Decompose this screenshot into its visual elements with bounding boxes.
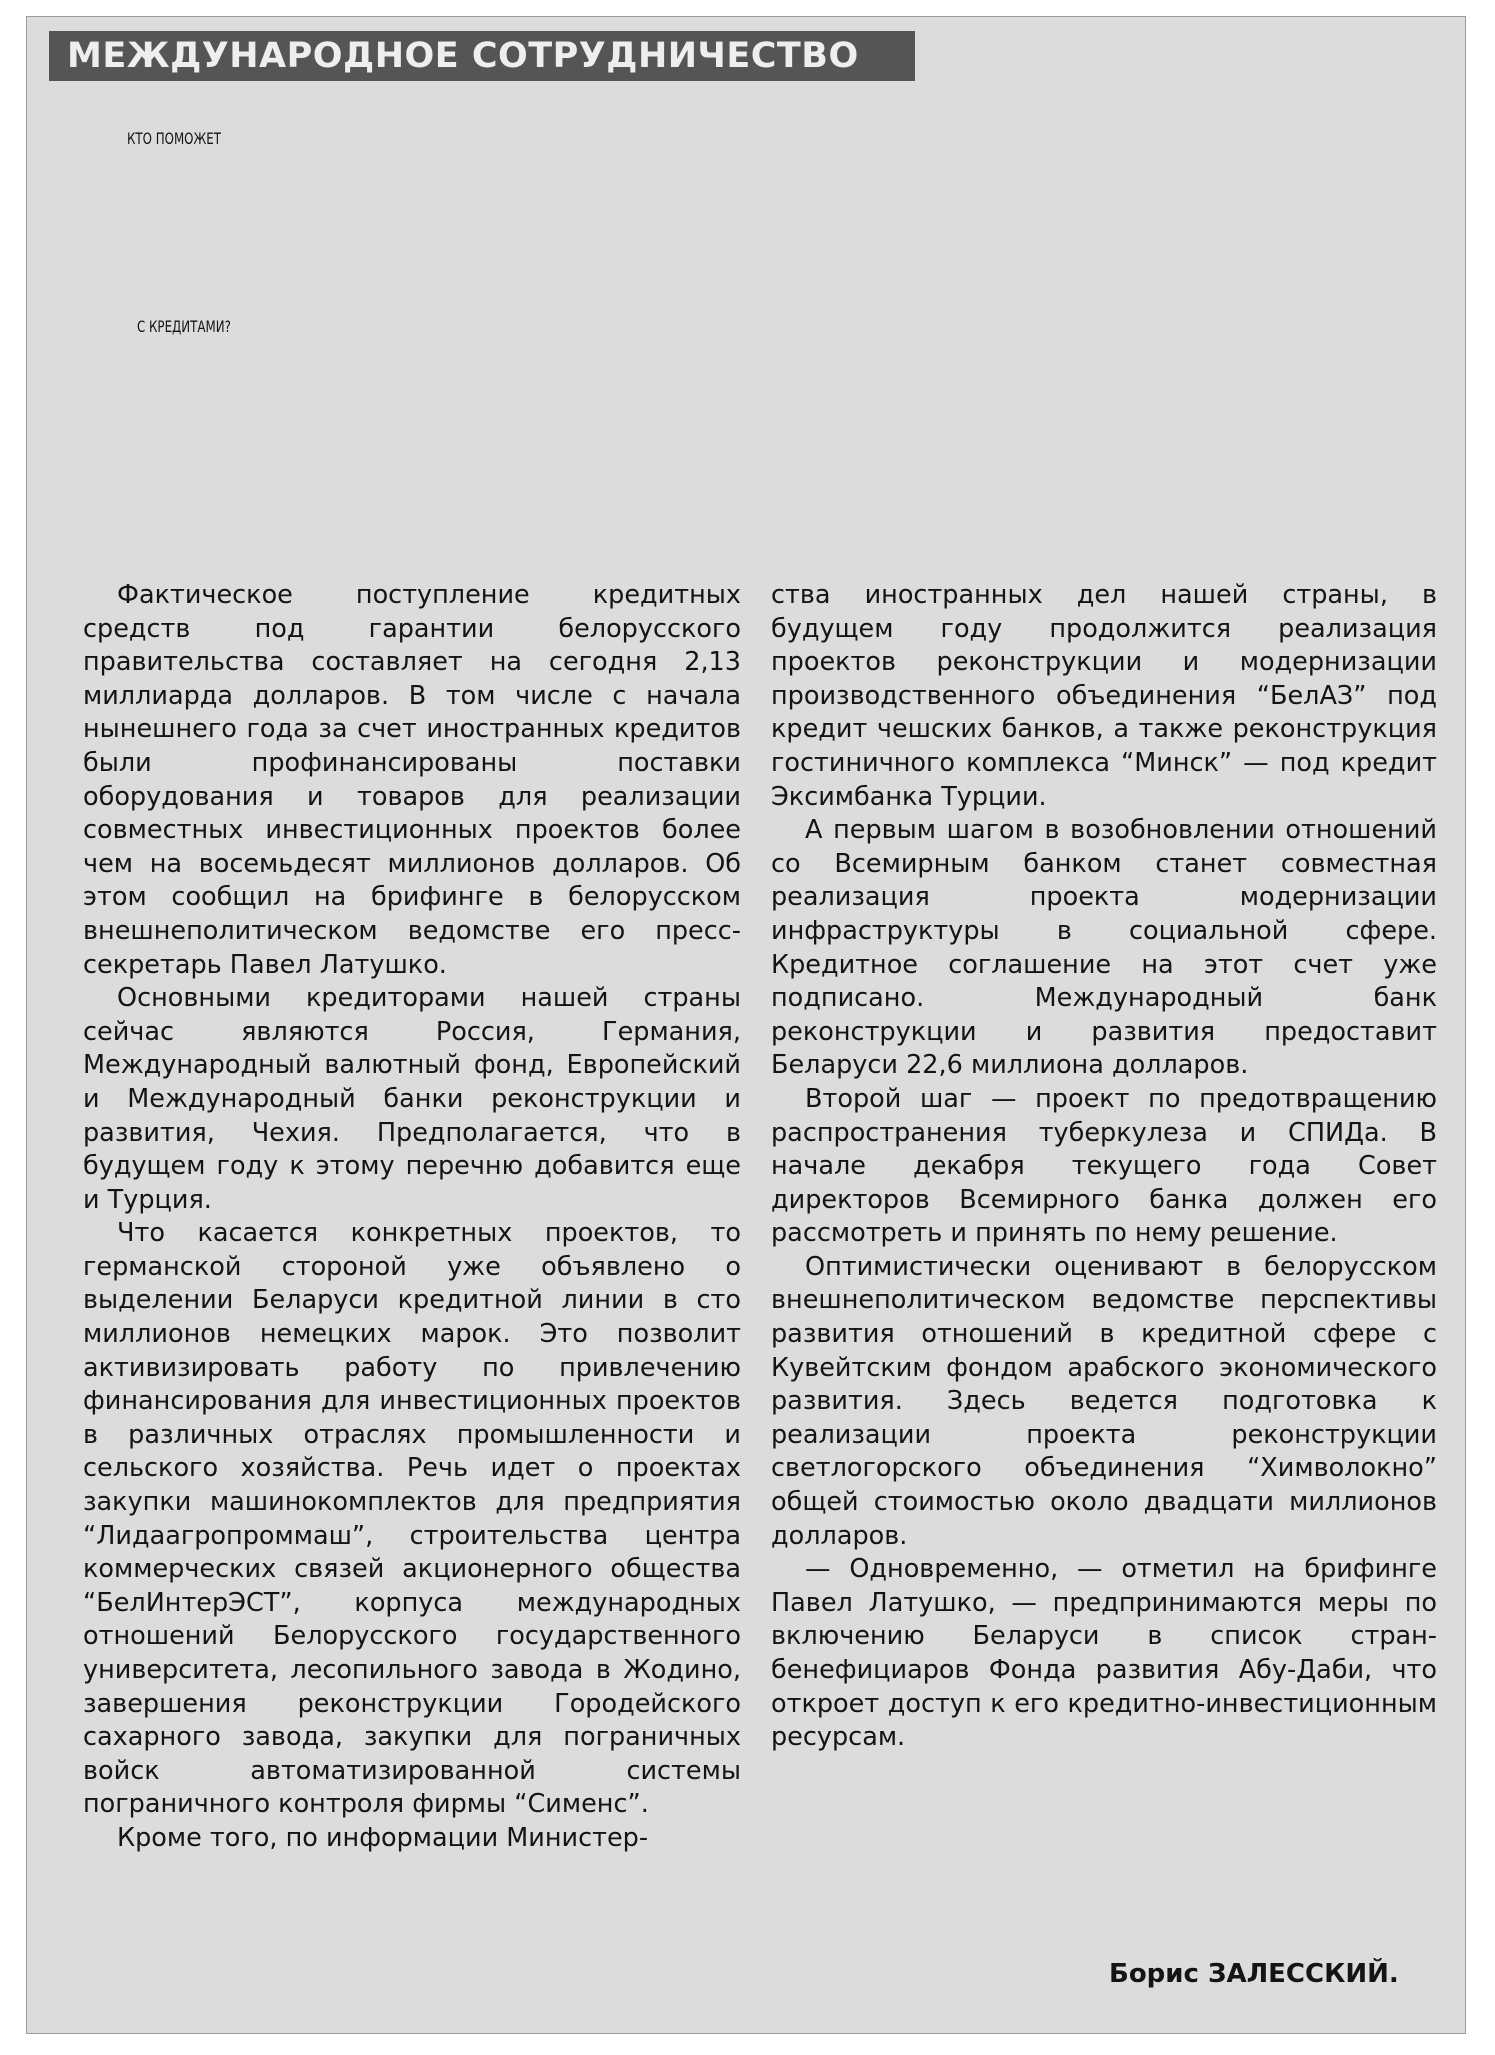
paragraph: — Одновременно, — отметил на брифинге Павел Латушко, — предпринимаются меры по включению Беларуси в список стран-бенефициаров Фонда развития Абу-Даби, что откроет доступ к его кредитно-инвестиционным ресурсам. [771,1554,1437,1753]
paragraph: А первым шагом в возобновлении отношений со Всемирным банком станет совместная реализация проекта модернизации инфраструктуры в социальной сфере. Кредитное соглашение на этот счет уже подписано. Международный банк реконструкции и развития предоставит Беларуси 22,6 миллиона долларов. [771,815,1437,1081]
newspaper-clipping [26,16,1466,2034]
paragraph: Что касается конкретных проектов, то германской стороной уже объявлено о выделении Беларуси кредитной линии в сто миллионов немецких марок. Это позволит активизировать работу по привлечению финансирования для инвестиционных проектов в различных отраслях промышленности и сельского хозяйства. Речь идет о проектах закупки машинокомплектов для предприятия “Лидаагропроммаш”, строительства центра коммерческих связей акционерного общества “БелИнтерЭСТ”, корпуса международных отношений Белорусского государственного университета, лесопильного завода в Жодино, завершения реконструкции Городейского сахарного завода, закупки для пограничных войск автоматизированной системы пограничного контроля фирмы “Сименс”. [83,1218,741,1820]
headline-line-2 [137,317,231,336]
headline-text-2: С КРЕДИТАМИ? [137,317,231,336]
section-rubric: МЕЖДУНАРОДНОЕ СОТРУДНИЧЕСТВО [49,31,915,81]
paragraph: Второй шаг — проект по предотвращению распространения туберкулеза и СПИДа. В начале декабря текущего года Совет директоров Всемирного банка должен его рассмотреть и принять по нему решение. [771,1083,1437,1249]
paragraph: Фактическое поступление кредитных средств под гарантии белорусского правительства составляет на сегодня 2,13 миллиарда долларов. В том числе с начала нынешнего года за счет иностранных кредитов были профинансированы поставки оборудования и товаров для реализации совместных инвестиционных проектов более чем на восемьдесят миллионов долларов. Об этом сообщил на брифинге в белорусском внешнеполитическом ведомстве его пресс-секретарь Павел Латушко. [83,580,741,980]
headline-text-1: КТО ПОМОЖЕТ [127,129,221,148]
headline-line-1 [127,129,221,148]
paragraph-continued: ства иностранных дел нашей страны, в будущем году продолжится реализация проектов реконструкции и модернизации производственного объединения “БелАЗ” под кредит чешских банков, а также реконструкция гостиничного комплекса “Минск” — под кредит Эксимбанка Турции. [771,580,1437,812]
author-byline: Борис ЗАЛЕССКИЙ. [1109,1959,1399,1989]
article-column-right [771,579,1437,1755]
paragraph: Оптимистически оценивают в белорусском внешнеполитическом ведомстве перспективы развития отношений в кредитной сфере с Кувейтским фондом арабского экономического развития. Здесь ведется подготовка к реализации проекта реконструкции светлогорского объединения “Химволокно” общей стоимостью около двадцати миллионов долларов. [771,1251,1437,1551]
paragraph: Кроме того, по информации Министер- [117,1822,649,1853]
article-column-left [83,579,741,1856]
paragraph: Основными кредиторами нашей страны сейчас являются Россия, Германия, Международный валютный фонд, Европейский и Международный банки реконструкции и развития, Чехия. Предполагается, что в будущем году к этому перечню добавится еще и Турция. [83,983,741,1215]
